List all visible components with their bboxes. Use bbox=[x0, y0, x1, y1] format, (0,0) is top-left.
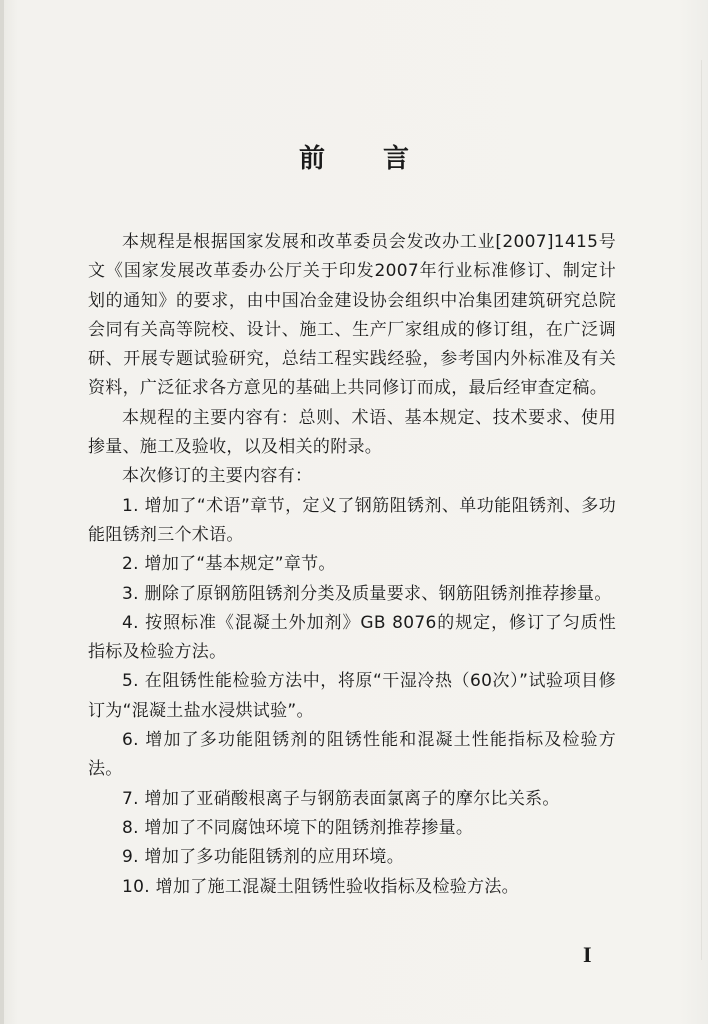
paragraph-intro: 本规程是根据国家发展和改革委员会发改办工业[2007]1415号文《国家发展改革委办公厅关于印发2007年行业标准修订、制定计划的通知》的要求，由中国冶金建设协会组织中冶集团建筑研究总院会同有关高等院校、设计、施工、生产厂家组成的修订组，在广泛调研、开展专题试验研究，总结工程实践经验，参考国内外标准及有关资料，广泛征求各方意见的基础上共同修订而成，最后经审查定稿。 bbox=[88, 232, 616, 399]
revision-item-9: 9. 增加了多功能阻锈剂的应用环境。 bbox=[122, 847, 405, 868]
page-title bbox=[0, 138, 708, 175]
paragraph-main-content: 本规程的主要内容有：总则、术语、基本规定、技术要求、使用掺量、施工及验收，以及相关的附录。 bbox=[88, 407, 616, 458]
revision-item-2: 2. 增加了“基本规定”章节。 bbox=[122, 554, 336, 575]
revision-item-4: 4. 按照标准《混凝土外加剂》GB 8076的规定，修订了匀质性指标及检验方法。 bbox=[88, 612, 616, 663]
revision-item-5: 5. 在阻锈性能检验方法中，将原“干湿冷热（60次）”试验项目修订为“混凝土盐水浸烘试验”。 bbox=[88, 671, 616, 721]
revision-item-8: 8. 增加了不同腐蚀环境下的阻锈剂推荐掺量。 bbox=[122, 817, 474, 838]
page-edge-right bbox=[701, 60, 702, 960]
revision-item-3: 3. 删除了原钢筋阻锈剂分类及质量要求、钢筋阻锈剂推荐掺量。 bbox=[122, 583, 612, 604]
page-number: I bbox=[583, 942, 592, 967]
revision-item-7: 7. 增加了亚硝酸根离子与钢筋表面氯离子的摩尔比关系。 bbox=[122, 788, 560, 809]
paragraph-revision-heading: 本次修订的主要内容有： bbox=[122, 466, 313, 487]
title-char-2: 言 bbox=[383, 144, 410, 174]
revision-item-10: 10. 增加了施工混凝土阻锈性验收指标及检验方法。 bbox=[122, 876, 519, 897]
revision-item-6: 6. 增加了多功能阻锈剂的阻锈性能和混凝土性能指标及检验方法。 bbox=[88, 730, 616, 780]
preface-body bbox=[88, 228, 616, 902]
revision-item-1: 1. 增加了“术语”章节，定义了钢筋阻锈剂、单功能阻锈剂、多功能阻锈剂三个术语。 bbox=[88, 495, 616, 545]
title-char-1: 前 bbox=[298, 144, 325, 174]
